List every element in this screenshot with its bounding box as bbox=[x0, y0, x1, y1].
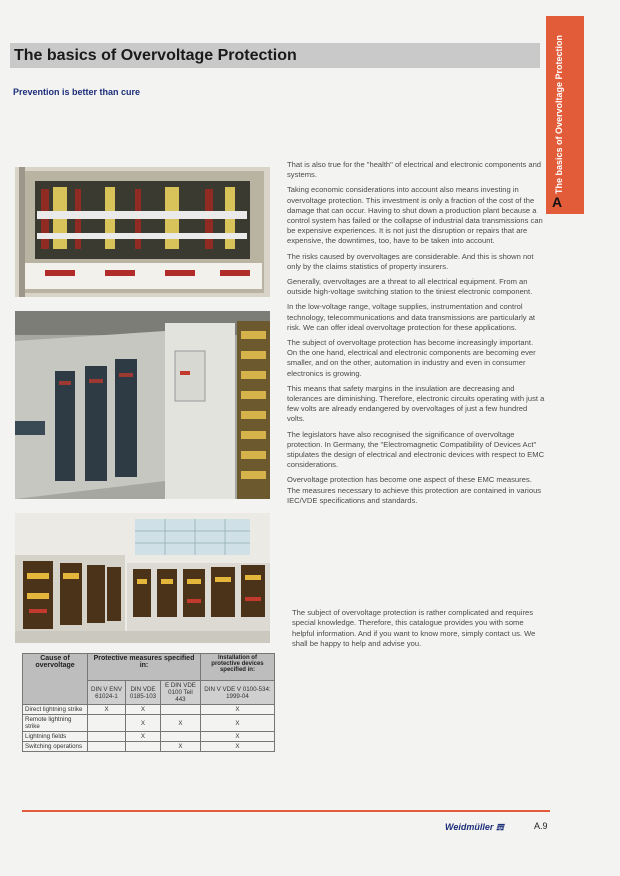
body-paragraph: That is also true for the "health" of electrical and electronic components and systems. bbox=[287, 160, 542, 180]
page-number: A.9 bbox=[534, 821, 548, 831]
cause-cell: Direct lightning strike bbox=[23, 705, 88, 715]
cabinet-hall-photo bbox=[15, 513, 270, 643]
mark-cell bbox=[88, 715, 126, 732]
mark-cell bbox=[88, 742, 126, 752]
closing-paragraph: The subject of overvoltage protection is rather complicated and requires special knowledge. Therefore, this catalogue provides you with some helpful information. And if you want to know more, simply contact us. We shall be happy to help and advise you. bbox=[292, 608, 536, 649]
body-text bbox=[287, 160, 545, 511]
mark-cell: X bbox=[160, 715, 200, 732]
body-paragraph: Generally, overvoltages are a threat to all electrical equipment. From an outside high-voltage switching station to the tiniest electronic component. bbox=[287, 277, 533, 297]
col-header-installation: Installation of protective devices specified in: bbox=[200, 654, 274, 681]
sub-header: DIN V VDE V 0100-534: 1999-04 bbox=[200, 681, 274, 705]
mark-cell bbox=[160, 732, 200, 742]
body-paragraph: In the low-voltage range, voltage supplies, instrumentation and control technology, telecommunications and data transmissions are particularly at risk. We can offer ideal overvoltage protection for these applications. bbox=[287, 302, 536, 332]
mark-cell: X bbox=[88, 705, 126, 715]
mark-cell: X bbox=[200, 705, 274, 715]
col-header-cause: Cause of overvoltage bbox=[23, 654, 88, 705]
table-row bbox=[23, 742, 275, 752]
brand-logo: Weidmüller 𝌍 bbox=[445, 822, 504, 832]
section-tab[interactable] bbox=[546, 16, 584, 214]
mark-cell: X bbox=[200, 715, 274, 732]
mark-cell: X bbox=[200, 742, 274, 752]
section-tab-letter: A bbox=[551, 194, 563, 210]
mark-cell bbox=[126, 742, 161, 752]
mark-cell: X bbox=[126, 715, 161, 732]
body-paragraph: The risks caused by overvoltages are considerable. And this is shown not only by the claims statistics of property insurers. bbox=[287, 251, 534, 271]
table-row bbox=[23, 705, 275, 715]
cause-cell: Switching operations bbox=[23, 742, 88, 752]
sub-header: DIN V ENV 61024-1 bbox=[88, 681, 126, 705]
body-paragraph: This means that safety margins in the insulation are decreasing and tolerances are diminishing. Therefore, electronic circuits operating with just a few volts are already endangered by overvoltages of just a few hundred volts. bbox=[287, 383, 545, 424]
switch-room-photo bbox=[15, 311, 270, 499]
sub-header: DIN VDE 0185-103 bbox=[126, 681, 161, 705]
sub-header: E DIN VDE 0100 Teil 443 bbox=[160, 681, 200, 705]
col-header-measures: Protective measures specified in: bbox=[88, 654, 201, 681]
table-row bbox=[23, 732, 275, 742]
cause-cell: Lightning fields bbox=[23, 732, 88, 742]
mark-cell bbox=[88, 732, 126, 742]
body-paragraph: The legislators have also recognised the significance of overvoltage protection. In Germany, the "Electromagnetic Compatibility of Devices Act" stipulates the design of electrical and electronic devices with respect to EMC considerations. bbox=[287, 429, 545, 470]
footer-rule bbox=[22, 810, 550, 812]
overvoltage-table bbox=[22, 653, 275, 752]
table-row bbox=[23, 715, 275, 732]
body-paragraph: Taking economic considerations into account also means investing in overvoltage protection. This investment is only a fraction of the cost of the damage that can occur. Having to shut down a production plant because a control system has failed or the collapse of industrial data transmissions can be expensive experiences. It is not just the disruption or repairs that are expensive, the downtimes, too, have to be taken into account. bbox=[287, 185, 543, 246]
mark-cell: X bbox=[126, 732, 161, 742]
page-subtitle: Prevention is better than cure bbox=[13, 87, 141, 97]
body-paragraph: Overvoltage protection has become one aspect of these EMC measures. The measures necessary to achieve this protection are contained in various IEC/VDE specifications and standards. bbox=[287, 475, 542, 505]
cause-cell: Remote lightning strike bbox=[23, 715, 88, 732]
control-cabinet-photo bbox=[15, 167, 270, 297]
mark-cell bbox=[160, 705, 200, 715]
body-paragraph: The subject of overvoltage protection has become increasingly important. On the one hand, electrical and electronic components are becoming ever smaller, and on the other, automation in industry and even in consumer electronics is growing. bbox=[287, 338, 536, 378]
page-title: The basics of Overvoltage Protection bbox=[14, 47, 297, 64]
mark-cell: X bbox=[200, 732, 274, 742]
section-tab-label: The basics of Overvoltage Protection bbox=[554, 34, 564, 194]
mark-cell: X bbox=[126, 705, 161, 715]
mark-cell: X bbox=[160, 742, 200, 752]
